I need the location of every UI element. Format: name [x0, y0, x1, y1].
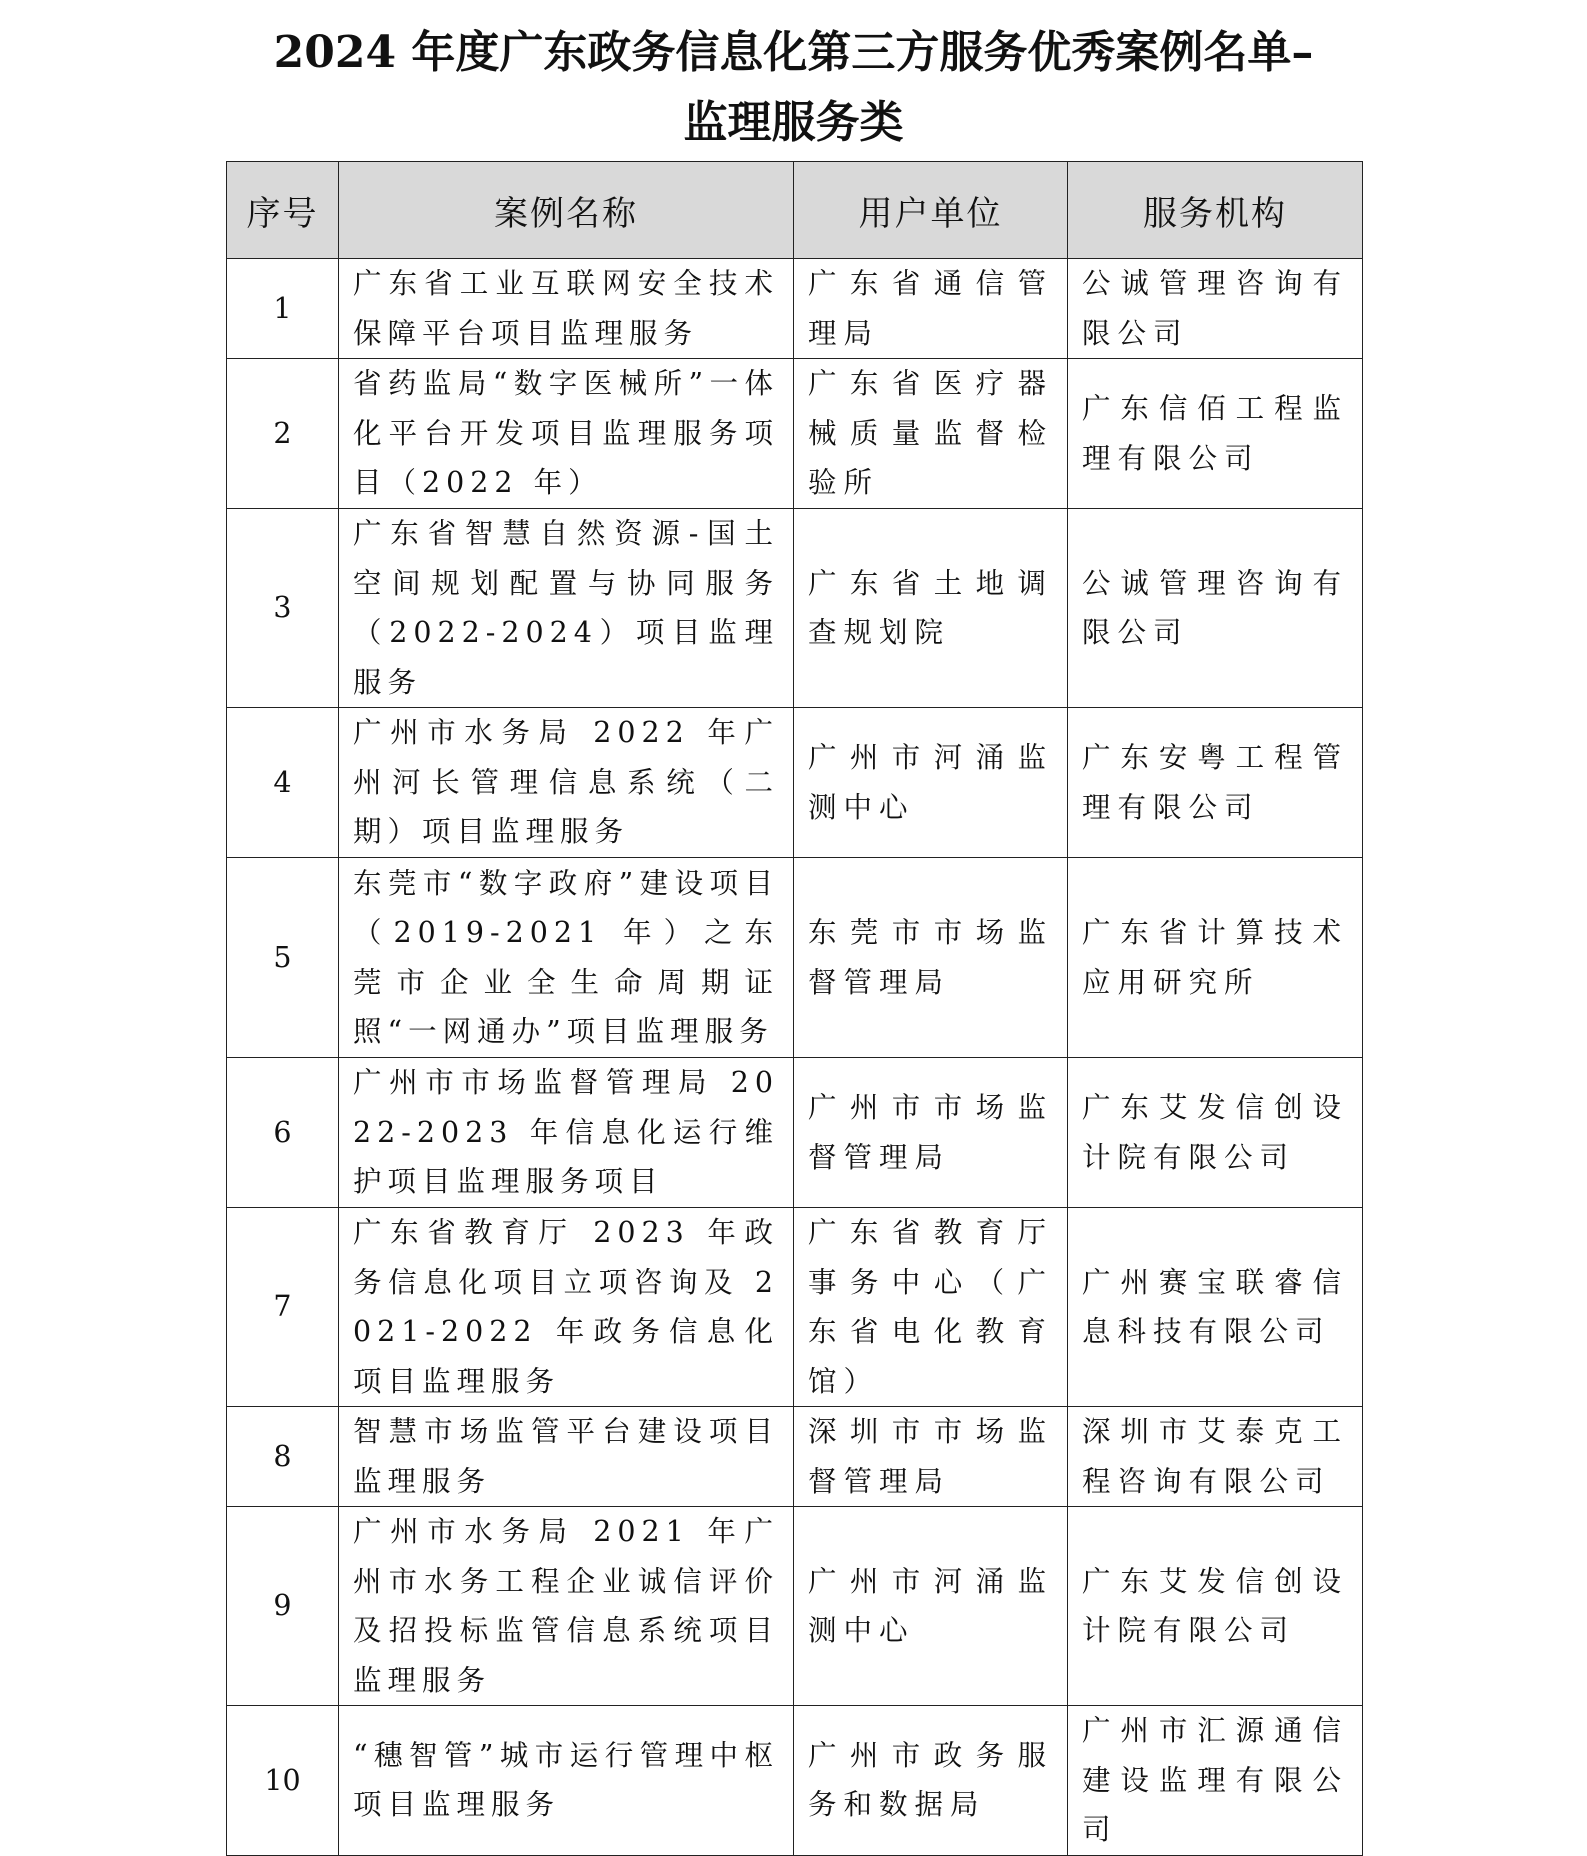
- row-number: 3: [227, 509, 339, 708]
- row-number: 10: [227, 1706, 339, 1856]
- user-unit: 广东省教育厅事务中心（广东省电化教育馆）: [794, 1208, 1068, 1407]
- service-org: 公诚管理咨询有限公司: [1068, 259, 1363, 359]
- table-row: [227, 858, 1363, 1058]
- user-unit: 广州市河涌监测中心: [794, 708, 1068, 858]
- row-number: 5: [227, 858, 339, 1058]
- case-name: 广州市水务局 2022 年广州河长管理信息系统（二期）项目监理服务: [339, 708, 794, 858]
- page-title: [0, 18, 1587, 158]
- column-header-name: 案例名称: [339, 162, 794, 259]
- table-row: [227, 1058, 1363, 1208]
- user-unit: 广东省土地调查规划院: [794, 509, 1068, 708]
- table-row: [227, 708, 1363, 858]
- case-table: [226, 161, 1363, 1856]
- case-name: 广州市水务局 2021 年广州市水务工程企业诚信评价及招投标监管信息系统项目监理服务: [339, 1507, 794, 1706]
- user-unit: 广州市市场监督管理局: [794, 1058, 1068, 1208]
- case-name: 智慧市场监管平台建设项目监理服务: [339, 1407, 794, 1507]
- table-row: [227, 1507, 1363, 1706]
- row-number: 7: [227, 1208, 339, 1407]
- service-org: 广州赛宝联睿信息科技有限公司: [1068, 1208, 1363, 1407]
- table-row: [227, 359, 1363, 509]
- table-row: [227, 1208, 1363, 1407]
- case-name: 广东省教育厅 2023 年政务信息化项目立项咨询及 2021-2022 年政务信息化项目监理服务: [339, 1208, 794, 1407]
- row-number: 8: [227, 1407, 339, 1507]
- row-number: 6: [227, 1058, 339, 1208]
- column-header-org: 服务机构: [1068, 162, 1363, 259]
- row-number: 9: [227, 1507, 339, 1706]
- user-unit: 广州市政务服务和数据局: [794, 1706, 1068, 1856]
- table-row: [227, 509, 1363, 708]
- table-row: [227, 259, 1363, 359]
- user-unit: 东莞市市场监督管理局: [794, 858, 1068, 1058]
- case-name: 东莞市“数字政府”建设项目（2019-2021 年）之东莞市企业全生命周期证照“一网通办”项目监理服务: [339, 858, 794, 1058]
- row-number: 2: [227, 359, 339, 509]
- case-name: 广州市市场监督管理局 2022-2023 年信息化运行维护项目监理服务项目: [339, 1058, 794, 1208]
- service-org: 广东安粤工程管理有限公司: [1068, 708, 1363, 858]
- service-org: 广州市汇源通信建设监理有限公司: [1068, 1706, 1363, 1856]
- page-title-line-2: 监理服务类: [683, 97, 904, 148]
- row-number: 1: [227, 259, 339, 359]
- user-unit: 广州市河涌监测中心: [794, 1507, 1068, 1706]
- table-header-row: [227, 162, 1363, 259]
- service-org: 广东信佰工程监理有限公司: [1068, 359, 1363, 509]
- page-title-line-1: 2024 年度广东政务信息化第三方服务优秀案例名单–: [273, 27, 1314, 78]
- table-row: [227, 1706, 1363, 1856]
- service-org: 广东艾发信创设计院有限公司: [1068, 1507, 1363, 1706]
- case-name: 省药监局“数字医械所”一体化平台开发项目监理服务项目（2022 年）: [339, 359, 794, 509]
- service-org: 公诚管理咨询有限公司: [1068, 509, 1363, 708]
- row-number: 4: [227, 708, 339, 858]
- user-unit: 广东省医疗器械质量监督检验所: [794, 359, 1068, 509]
- service-org: 深圳市艾泰克工程咨询有限公司: [1068, 1407, 1363, 1507]
- table-row: [227, 1407, 1363, 1507]
- case-name: 广东省智慧自然资源-国土空间规划配置与协同服务（2022-2024）项目监理服务: [339, 509, 794, 708]
- user-unit: 广东省通信管理局: [794, 259, 1068, 359]
- case-name: “穗智管”城市运行管理中枢项目监理服务: [339, 1706, 794, 1856]
- service-org: 广东省计算技术应用研究所: [1068, 858, 1363, 1058]
- case-name: 广东省工业互联网安全技术保障平台项目监理服务: [339, 259, 794, 359]
- column-header-no: 序号: [227, 162, 339, 259]
- column-header-user: 用户单位: [794, 162, 1068, 259]
- user-unit: 深圳市市场监督管理局: [794, 1407, 1068, 1507]
- service-org: 广东艾发信创设计院有限公司: [1068, 1058, 1363, 1208]
